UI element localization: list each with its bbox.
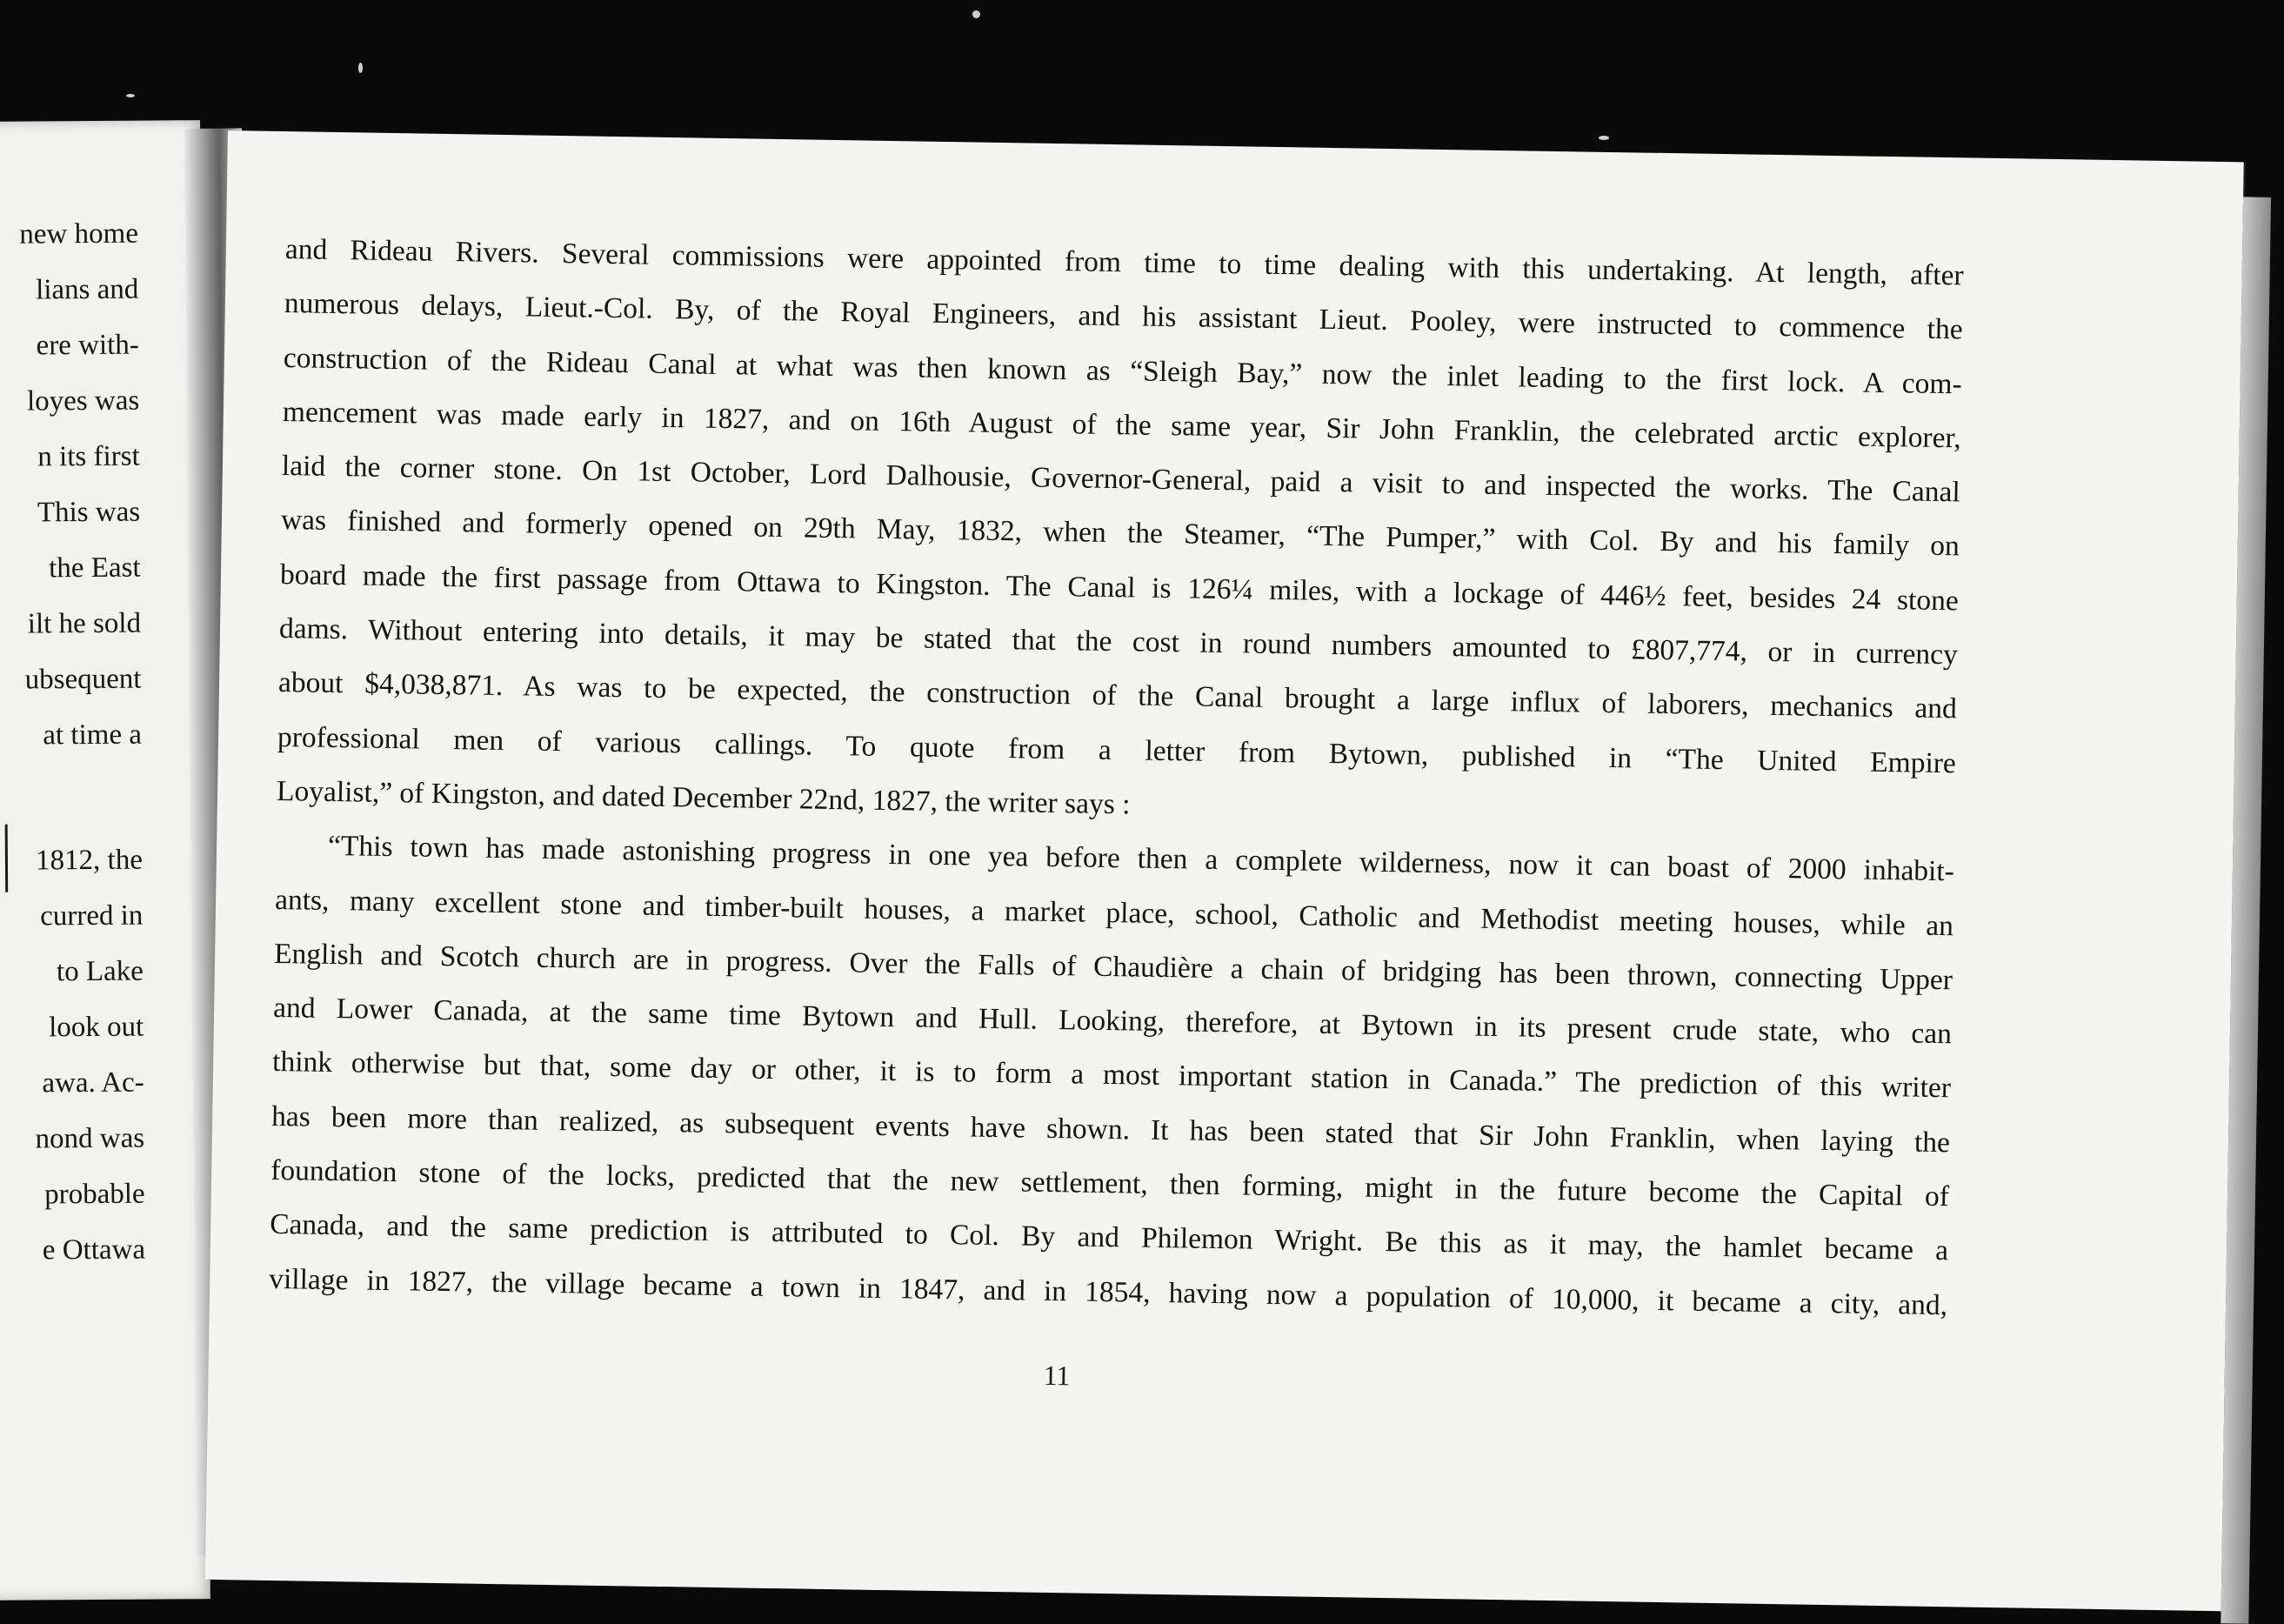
previous-page-line: n its first [37, 440, 140, 473]
previous-page-line: This was [37, 496, 141, 529]
current-page [205, 130, 2244, 1611]
page-edge [2221, 197, 2271, 1623]
previous-page-line: the East [49, 551, 141, 585]
previous-page-line: look out [49, 1011, 144, 1044]
text-line: dams. Without entering into details, it may be stated that the cost in round numbers amounted to £807,774, or in currency [278, 612, 1959, 672]
text-line: English and Scotch church are in progress. Over the Falls of Chaudière a chain of bridging has been thrown, connecting Upper [273, 937, 1953, 997]
text-line: village in 1827, the village became a town in 1847, and in 1854, having now a population of 10,000, it became a city, and, [268, 1262, 1948, 1321]
text-line: was finished and formerly opened on 29th May, 1832, when the Steamer, “The Pumper,” with Col. By and his family on [280, 504, 1960, 563]
dust-speck [972, 10, 980, 18]
text-line: foundation stone of the locks, predicted that the new settlement, then forming, might in the future become the Capital of [270, 1153, 1950, 1213]
previous-page-text [0, 206, 145, 1280]
previous-page-line: loyes was [26, 384, 140, 418]
previous-page-line: e Ottawa [42, 1233, 146, 1266]
previous-page-line: ere with- [36, 329, 139, 362]
previous-page-line: to Lake [56, 955, 144, 988]
text-line: Loyalist,” of Kingston, and dated December 22nd, 1827, the writer says : [276, 774, 1131, 821]
text-line: about $4,038,871. As was to be expected, the construction of the Canal brought a large influx of laborers, mechanics and [277, 666, 1958, 725]
previous-page-line: nond was [35, 1122, 145, 1155]
previous-page-line: new home [19, 217, 139, 251]
previous-page-line: awa. Ac- [42, 1066, 144, 1099]
previous-page-line: ubsequent [24, 663, 142, 696]
text-line: professional men of various callings. To quote from a letter from Bytown, published in “The United Empire [277, 720, 1957, 779]
previous-page-line: ilt he sold [27, 607, 142, 640]
section-bracket [5, 825, 9, 892]
text-line: board made the first passage from Ottawa to Kingston. The Canal is 126¼ miles, with a lockage of 446½ feet, besides 24 stone [279, 558, 1960, 618]
text-line: think otherwise but that, some day or other, it is to form a most important station in Canada.” The prediction of this writer [271, 1046, 1952, 1105]
previous-page-line: 1812, the [35, 844, 144, 877]
dust-speck [358, 63, 363, 73]
text-line: numerous delays, Lieut.-Col. By, of the Royal Engineers, and his assistant Lieut. Pooley, were instructed to commence the [284, 287, 1963, 346]
previous-page-line: probable [44, 1178, 145, 1211]
text-line: Canada, and the same prediction is attributed to Col. By and Philemon Wright. Be this as it may, the hamlet became a [269, 1208, 1949, 1267]
text-line: laid the corner stone. On 1st October, Lord Dalhousie, Governor-General, paid a visit to and inspected the works. The Canal [281, 450, 1961, 509]
text-line: and Rideau Rivers. Several commissions were appointed from time to time dealing with this undertaking. At length, after [284, 233, 1964, 292]
previous-page-line: lians and [35, 273, 139, 306]
text-line: has been more than realized, as subsequent events have shown. It has been stated that Sir John Franklin, when laying the [270, 1099, 1951, 1159]
page-body-text [269, 223, 1964, 1333]
dust-speck [1599, 136, 1609, 140]
page-number: 11 [1043, 1359, 1071, 1392]
previous-page [0, 120, 210, 1601]
text-line: construction of the Rideau Canal at what was then known as “Sleigh Bay,” now the inlet leading to the first lock. A com- [283, 341, 1962, 400]
text-line: and Lower Canada, at the same time Bytown and Hull. Looking, therefore, at Bytown in its present crude state, who can [272, 992, 1953, 1051]
previous-page-line: curred in [40, 899, 144, 932]
previous-page-line: at time a [43, 718, 143, 752]
text-line: mencement was made early in 1827, and on 16th August of the same year, Sir John Franklin, the celebrated arctic explorer, [282, 395, 1961, 455]
dust-speck [126, 94, 135, 97]
quotation-line: “This town has made astonishing progress in one yea before then a complete wilderness, now it can boast of 2000 inhabit- [327, 830, 1955, 888]
previous-page-heading-gap [0, 763, 143, 834]
text-line: ants, many excellent stone and timber-built houses, a market place, school, Catholic and Methodist meeting houses, while an [274, 883, 1954, 942]
